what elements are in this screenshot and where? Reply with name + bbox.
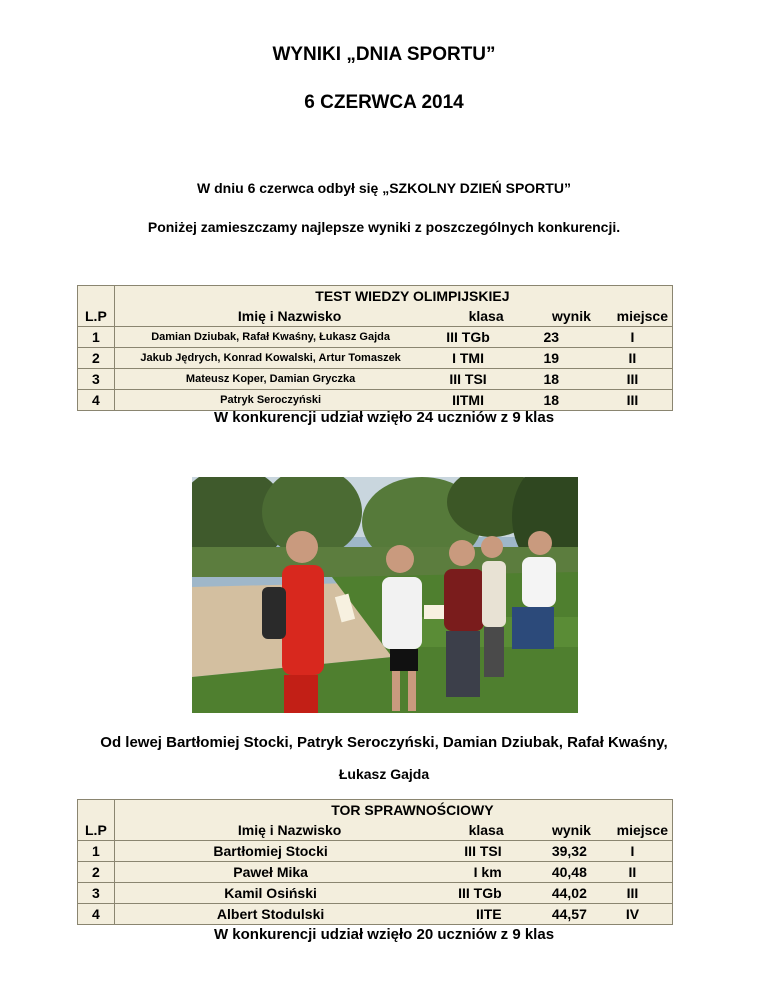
row-score: 18: [510, 390, 593, 411]
table-note: W konkurencji udział wzięło 24 uczniów z 9 klas: [213, 409, 555, 426]
page-title: WYNIKI „DNIA SPORTU”: [272, 44, 496, 65]
col-lp-header: L.P: [78, 800, 115, 841]
row-name: Patryk Seroczyński: [114, 390, 426, 411]
row-place: III: [593, 390, 673, 411]
row-lp: 3: [78, 369, 115, 390]
event-photo: [192, 477, 578, 713]
table-row: [78, 904, 673, 925]
col-score-header: wynik: [510, 306, 593, 327]
intro-text: W dniu 6 czerwca odbył się „SZKOLNY DZIEŃ SPORTU”: [197, 180, 571, 196]
row-lp: 3: [78, 883, 115, 904]
col-name-header: Imię i Nazwisko: [114, 820, 426, 841]
row-class: I TMI: [426, 348, 509, 369]
row-place: III: [593, 883, 673, 904]
row-lp: 1: [78, 841, 115, 862]
table-title: TOR SPRAWNOŚCIOWY: [114, 800, 672, 821]
row-place: II: [593, 862, 673, 883]
row-score: 18: [510, 369, 593, 390]
col-class-header: klasa: [426, 306, 509, 327]
row-lp: 1: [78, 327, 115, 348]
row-class: III TSI: [426, 369, 509, 390]
row-place: II: [593, 348, 673, 369]
row-class: III TSI: [426, 841, 509, 862]
row-lp: 4: [78, 390, 115, 411]
row-score: 44,57: [510, 904, 593, 925]
obstacle-course-table: [77, 799, 673, 925]
table-title: TEST WIEDZY OLIMPIJSKIEJ: [114, 286, 672, 307]
photo-caption: Od lewej Bartłomiej Stocki, Patryk Seroczyński, Damian Dziubak, Rafał Kwaśny,: [100, 734, 668, 751]
event-photo-image: [192, 477, 578, 713]
row-place: III: [593, 369, 673, 390]
col-place-header: miejsce: [593, 306, 673, 327]
intro-text-2: Poniżej zamieszczamy najlepsze wyniki z poszczególnych konkurencji.: [147, 219, 621, 235]
row-name: Damian Dziubak, Rafał Kwaśny, Łukasz Gajda: [114, 327, 426, 348]
photo-caption-2: Łukasz Gajda: [338, 766, 430, 782]
row-class: I km: [426, 862, 509, 883]
row-score: 40,48: [510, 862, 593, 883]
row-class: IITE: [426, 904, 509, 925]
row-name: Jakub Jędrych, Konrad Kowalski, Artur Tomaszek: [114, 348, 426, 369]
row-score: 39,32: [510, 841, 593, 862]
table-note: W konkurencji udział wzięło 20 uczniów z 9 klas: [213, 926, 555, 943]
row-place: I: [593, 841, 673, 862]
col-lp-header: L.P: [78, 286, 115, 327]
row-score: 44,02: [510, 883, 593, 904]
row-class: IITMI: [426, 390, 509, 411]
row-place: I: [593, 327, 673, 348]
olympic-test-table: [77, 285, 673, 411]
row-name: Albert Stodulski: [114, 904, 426, 925]
row-lp: 2: [78, 862, 115, 883]
table-row: [78, 348, 673, 369]
row-score: 23: [510, 327, 593, 348]
table-row: [78, 841, 673, 862]
row-name: Bartłomiej Stocki: [114, 841, 426, 862]
row-name: Kamil Osiński: [114, 883, 426, 904]
col-name-header: Imię i Nazwisko: [114, 306, 426, 327]
row-class: III TGb: [426, 883, 509, 904]
row-name: Paweł Mika: [114, 862, 426, 883]
row-class: III TGb: [426, 327, 509, 348]
col-score-header: wynik: [510, 820, 593, 841]
table-row: [78, 327, 673, 348]
table-row: [78, 883, 673, 904]
row-place: IV: [593, 904, 673, 925]
table-row: [78, 390, 673, 411]
row-score: 19: [510, 348, 593, 369]
row-name: Mateusz Koper, Damian Gryczka: [114, 369, 426, 390]
col-place-header: miejsce: [593, 820, 673, 841]
table-row: [78, 369, 673, 390]
row-lp: 2: [78, 348, 115, 369]
table-row: [78, 862, 673, 883]
page-date: 6 CZERWCA 2014: [304, 92, 464, 113]
row-lp: 4: [78, 904, 115, 925]
col-class-header: klasa: [426, 820, 509, 841]
